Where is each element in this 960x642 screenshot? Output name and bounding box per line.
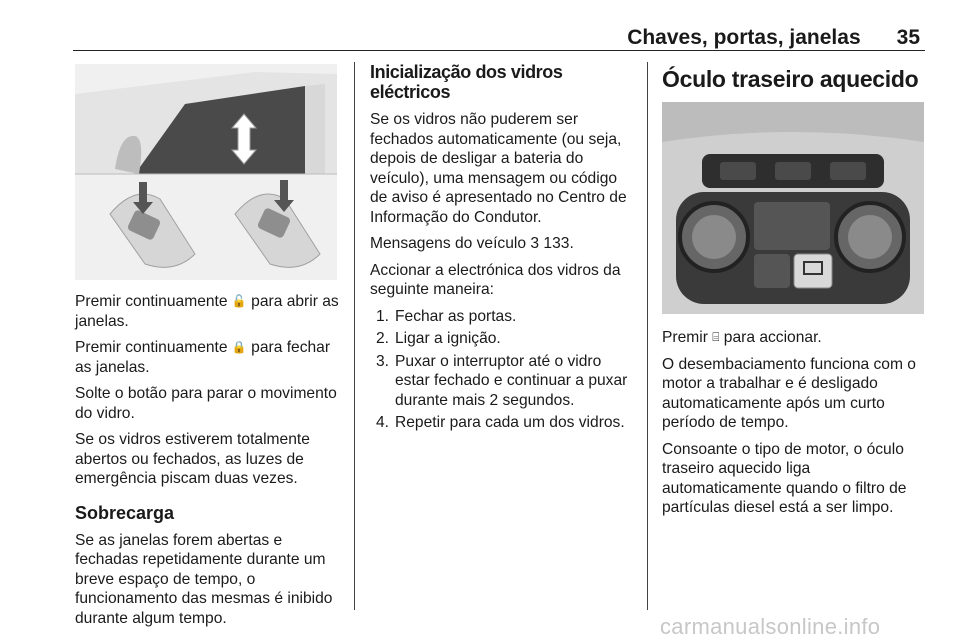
column-2 — [370, 60, 634, 436]
paragraph-vehicle-messages: Mensagens do veículo 3 133. — [370, 235, 574, 252]
list-item: 4. Repetir para cada um dos vidros. — [376, 414, 625, 431]
paragraph-demisting: O desembaciamento funciona com o motor a trabalhar e é desligado automaticamente após um curto período de tempo. — [662, 355, 916, 431]
paragraph-diesel-filter: Consoante o tipo de motor, o óculo traseiro aquecido liga automaticamente quando o filtro de partículas diesel está a ser limpo. — [662, 440, 907, 516]
paragraph-hazard-flash: Se os vidros estiverem totalmente abertos ou fechados, as luzes de emergência piscam duas vezes. — [75, 431, 310, 487]
list-item: 3. Puxar o interruptor até o vidro estar fechado e continuar a puxar durante mais 2 segundos. — [376, 352, 628, 409]
list-item: 2. Ligar a ignição. — [376, 330, 501, 347]
rear-defrost-button — [794, 254, 832, 288]
heading-overload: Sobrecarga — [75, 502, 175, 523]
page-number: 35 — [896, 26, 920, 49]
window-key-illustration — [75, 64, 337, 280]
list-item: 1. Fechar as portas. — [376, 307, 517, 325]
paragraph-auto-close-fail: Se os vidros não puderem ser fechados automaticamente (ou seja, depois de desligar a bateria do veículo), uma mensagem ou código de aviso é apresentado no Centro de Informação do Condutor. — [370, 111, 627, 226]
paragraph-stop-movement: Solte o botão para parar o movimento do vidro. — [75, 385, 337, 422]
watermark: carmanualsonline.info — [660, 614, 881, 639]
climate-control-illustration — [662, 102, 924, 314]
column-divider-1 — [354, 62, 355, 610]
page-reference-icon: 3 — [530, 235, 540, 252]
column-divider-2 — [647, 62, 648, 610]
paragraph-close-windows: Premir continuamente 🔒 para fechar as janelas. — [75, 339, 331, 376]
rear-defrost-icon: ⌸ — [712, 330, 720, 344]
heading-window-initialisation: Inicialização dos vidros eléctricos — [370, 62, 563, 102]
page-reference-link[interactable]: 133 — [543, 235, 570, 252]
paragraph-overload: Se as janelas forem abertas e fechadas repetidamente durante um breve espaço de tempo, o funcionamento das mesmas é inibido durante algum tempo. — [75, 531, 333, 627]
heading-heated-rear-window: Óculo traseiro aquecido — [662, 66, 919, 92]
unlock-icon: 🔓 — [231, 294, 247, 308]
column-3 — [662, 60, 926, 525]
paragraph-open-windows: Premir continuamente 🔓 para abrir as janelas. — [75, 293, 339, 330]
paragraph-procedure-intro: Accionar a electrónica dos vidros da seguinte maneira: — [370, 261, 621, 298]
paragraph-press-to-activate: Premir ⌸ para accionar. — [662, 329, 822, 346]
lock-icon: 🔒 — [231, 340, 247, 354]
header-rule — [73, 50, 925, 51]
page-header — [0, 26, 920, 50]
column-1 — [75, 60, 345, 635]
procedure-steps — [370, 307, 634, 433]
section-title: Chaves, portas, janelas — [627, 26, 861, 49]
